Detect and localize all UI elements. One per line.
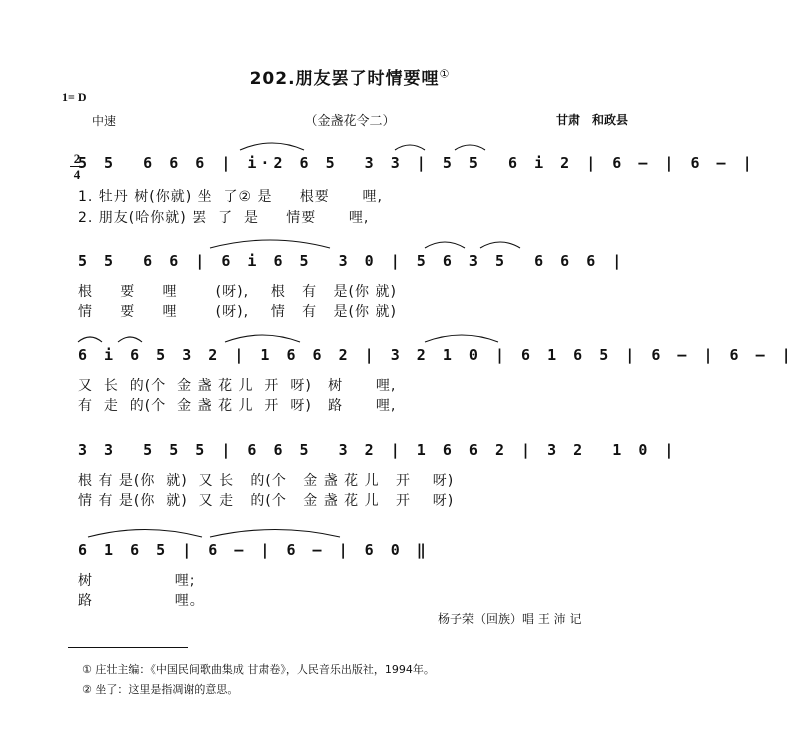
notation-line-3: 6 i 6 5 3 2 | 1 6 6 2 | 3 2 1 0 | 6 1 6 5 | 6 — | 6 — | [78,346,795,364]
tempo-marking: 中速 [92,114,117,128]
slur-8 [118,337,142,342]
notation-line-2: 5 5 6 6 | 6 i 6 5 3 0 | 5 6 3 5 6 6 6 | [78,252,626,270]
slur-1 [240,143,304,150]
slur-7 [78,337,102,342]
lyric-line-5-verse-2: 路 哩。 [78,593,205,609]
footnote-1: ① 庄壮主编：《中国民间歌曲集成 甘肃卷》，人民音乐出版社，1994年。 [82,663,435,676]
footnote-2: ② 坐了：这里是指凋谢的意思。 [82,683,239,696]
lyric-line-5-verse-1: 树 哩; [78,573,196,589]
slur-12 [210,530,340,538]
slur-9 [225,335,300,342]
slur-10 [425,335,498,342]
slur-11 [88,530,202,538]
notation-line-1: 5 5 6 6 6 | i·2 6 5 3 3 | 5 5 6 i 2 | 6 — | 6 — | [78,154,756,172]
lyric-line-3-verse-2: 有 走 的(个 金 盏 花 儿 开 呀) 路 哩, [78,398,397,414]
performer-credit: 杨子荣（回族）唱 王 沛 记 [438,612,582,626]
lyric-line-4-verse-2: 情 有 是(你 就) 又 走 的(个 金 盏 花 儿 开 呀) [78,493,455,509]
lyric-line-2-verse-2: 情 要 哩 (呀), 情 有 是(你 就) [78,304,397,320]
slur-3 [455,145,485,150]
lyric-line-4-verse-1: 根 有 是(你 就) 又 长 的(个 金 盏 花 儿 开 呀) [78,473,455,489]
song-origin: 甘肃 和政县 [556,113,629,127]
lyric-line-1-verse-2: 2. 朋友(哈你就) 罢 了 是 情要 哩, [78,210,370,226]
notation-line-5: 6 1 6 5 | 6 — | 6 — | 6 0 ‖ [78,541,430,559]
song-title [0,64,700,89]
slur-6 [480,242,520,248]
lyric-line-2-verse-1: 根 要 哩 (呀), 根 有 是(你 就) [78,284,397,300]
lyric-line-3-verse-1: 又 长 的(个 金 盏 花 儿 开 呀) 树 哩, [78,378,397,394]
key-signature: 1= D [62,90,87,104]
notation-line-4: 3 3 5 5 5 | 6 6 5 3 2 | 1 6 6 2 | 3 2 1 0 | [78,441,678,459]
slur-5 [425,242,465,248]
time-signature-top: 2 [73,151,81,166]
title-footnote-marker: ① [439,67,451,81]
lyric-line-1-verse-1: 1. 牡丹 树(你就) 坐 了② 是 根要 哩, [78,189,383,205]
footnote-divider [68,647,188,648]
time-signature-bottom: 4 [73,167,81,182]
song-title-text: 202.朋友罢了时情要哩 [249,69,440,89]
slur-4 [210,240,330,248]
tune-name: （金盏花令二） [304,114,396,129]
slur-2 [395,145,425,150]
